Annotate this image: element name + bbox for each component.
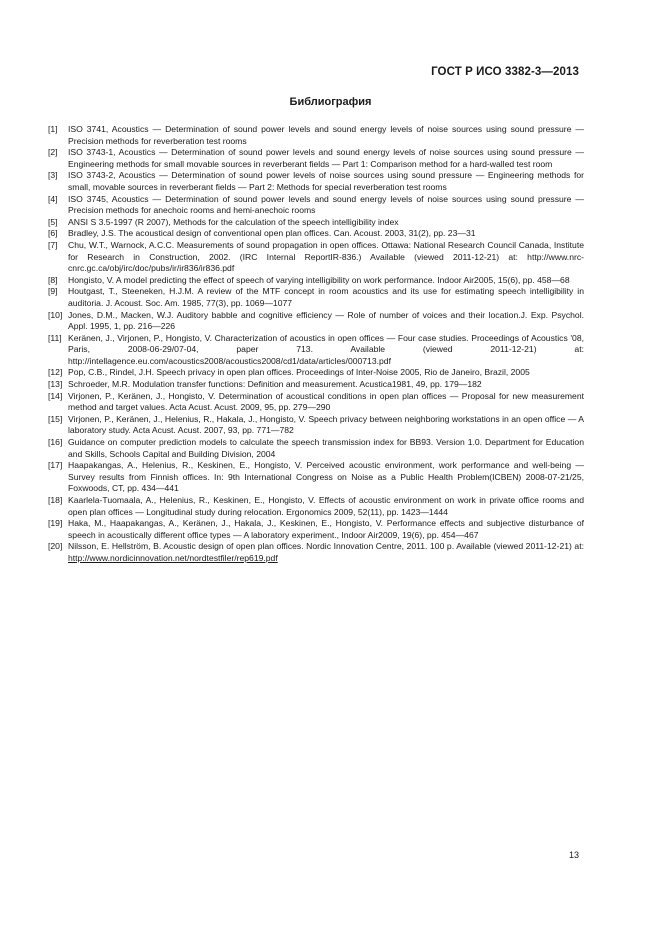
bibliography-title: Библиография: [289, 96, 372, 108]
reference-item: [48, 437, 584, 460]
reference-item: [48, 391, 584, 414]
reference-item: [48, 460, 584, 495]
reference-item: [48, 541, 584, 564]
reference-text: Schroeder, M.R. Modulation transfer functions: Definition and measurement. Acustica1981, 49, pp. 179—182: [68, 379, 482, 390]
reference-item: [48, 194, 584, 217]
reference-text: Bradley, J.S. The acoustical design of conventional open plan offices. Can. Acoust. 2003, 31(2), pp. 23—31: [68, 228, 476, 239]
reference-item: [48, 414, 584, 437]
reference-text: Hongisto, V. A model predicting the effect of speech of varying intelligibility on work performance. Indoor Air2005, 15(6), pp. 458—68: [68, 274, 570, 285]
reference-number: [7]: [48, 239, 58, 250]
reference-number: [9]: [48, 286, 58, 297]
reference-text: Pop, C.B., Rindel, J.H. Speech privacy in open plan offices. Proceedings of Inter-Noise 2005, Rio de Janeiro, Brazil, 2005: [68, 367, 530, 378]
reference-number: [20]: [48, 541, 63, 552]
reference-number: [11]: [48, 332, 62, 343]
page-number: 13: [568, 850, 579, 860]
reference-text: Haka, M., Haapakangas, A., Keränen, J., Hakala, J., Keskinen, E., Hongisto, V. Performance effects and subjective disturbance of speech in acoustically different office types — A laboratory experiment., Indoor Air2009, 19(6), pp. 454—467: [68, 518, 584, 540]
reference-number: [10]: [48, 309, 63, 320]
reference-item: [48, 228, 584, 240]
reference-item: [48, 310, 584, 333]
reference-text: Chu, W.T., Warnock, A.C.C. Measurements of sound propagation in open offices. Ottawa: National Research Council Canada, Institute for Research in Construction, 2002. (IRC Internal ReportIR-836.) Available (viewed 2011-12-21) at: http://www.nrc-cnrc.gc.ca/obj/irc/doc/pubs/ir/ir836/ir836.pdf: [68, 239, 584, 274]
reference-text: Virjonen, P., Keränen, J., Hongisto, V. Determination of acoustical conditions in open plan offices — Proposal for new measurement method and target values. Acta Acust. Acust. 2009, 95, pp. 279—290: [68, 390, 584, 413]
reference-text: Keränen, J., Virjonen, P., Hongisto, V. Characterization of acoustics in open offices — Four case studies. Proceedings of Acoustics '08, Paris, 2008-06-29/07-04, paper 713. Available (viewed 2011-12-21) at: http://intellagence.eu.com/acoustics2008/acoustics2008/cd1/data/articles/000713.pdf: [68, 332, 584, 366]
reference-text: ISO 3741, Acoustics — Determination of sound power levels and sound energy levels of noise sources using sound pressure — Precision methods for reverberation test rooms: [68, 124, 584, 146]
reference-item: [48, 367, 584, 379]
reference-number: [8]: [48, 274, 58, 285]
reference-list: [48, 124, 584, 565]
reference-item: [48, 240, 584, 275]
reference-text: Virjonen, P., Keränen, J., Helenius, R., Hakala, J., Hongisto, V. Speech privacy between neighboring workstations in an open office — A laboratory study. Acta Acust. Acust. 2007, 93, pp. 771—782: [68, 413, 584, 436]
reference-text: Jones, D.M., Macken, W.J. Auditory babble and cognitive efficiency — Role of number of voices and their location.J. Exp. Psychol. Appl. 1995, 1, pp. 216—226: [68, 309, 584, 332]
reference-text-body: Nilsson, E. Hellström, B. Acoustic design of open plan offices. Nordic Innovation Centre, 2011. 100 p. Available (viewed 2011-12-21) at:: [68, 541, 584, 552]
reference-number: [2]: [48, 147, 58, 158]
reference-text: ISO 3743-2, Acoustics — Determination of sound power levels of noise sources using sound pressure — Engineering methods for small, movable sources in reverberant fields — Part 2: Methods for special reverberation test rooms: [68, 170, 584, 192]
reference-number: [17]: [48, 460, 63, 471]
reference-item: [48, 124, 584, 147]
reference-number: [12]: [48, 367, 63, 378]
reference-text: Haapakangas, A., Helenius, R., Keskinen, E., Hongisto, V. Perceived acoustic environment, work performance and well-being — Survey results from Finnish offices. In: 9th International Congress on Noise as a Public Health Problem(ICBEN) 2008-07-21/25, Foxwoods, CT, pp. 434—441: [68, 460, 584, 494]
reference-number: [19]: [48, 518, 63, 529]
document-header: ГОСТ Р ИСО 3382-3—2013: [431, 66, 579, 78]
reference-item: [48, 333, 584, 368]
reference-text: ANSI S 3.5-1997 (R 2007), Methods for the calculation of the speech intelligibility index: [68, 216, 399, 227]
reference-text: Houtgast, T., Steeneken, H.J.M. A review of the MTF concept in room acoustics and its use for estimating speech intelligibility in auditoria. J. Acoust. Soc. Am. 1985, 77(3), pp. 1069—1077: [68, 286, 584, 308]
reference-item: [48, 147, 584, 170]
reference-item: [48, 518, 584, 541]
reference-item: [48, 495, 584, 518]
reference-text: Kaarlela-Tuomaala, A., Helenius, R., Keskinen, E., Hongisto, V. Effects of acoustic environment on work in private office rooms and open plan offices — Longitudinal study during relocation. Ergonomics 2009, 52(11), pp. 1423—1444: [68, 495, 584, 517]
reference-item: [48, 286, 584, 309]
reference-item: [48, 170, 584, 193]
reference-number: [5]: [48, 216, 58, 227]
reference-number: [14]: [48, 390, 63, 401]
reference-number: [16]: [48, 437, 63, 448]
reference-text: ISO 3745, Acoustics — Determination of sound power levels and sound energy levels of noise sources using sound pressure — Precision methods for anechoic rooms and hemi-anechoic rooms: [68, 193, 584, 216]
reference-number: [13]: [48, 379, 63, 390]
reference-number: [18]: [48, 495, 63, 505]
reference-text: [68, 541, 584, 564]
reference-text: Guidance on computer prediction models to calculate the speech transmission index for BB93. Version 1.0. Department for Education and Skills, Schools Capital and Building Division, 2004: [68, 437, 584, 459]
reference-number: [15]: [48, 413, 63, 424]
reference-number: [1]: [48, 124, 58, 134]
reference-item: [48, 217, 584, 229]
reference-text: ISO 3743-1, Acoustics — Determination of sound power levels and sound energy levels of noise sources using sound pressure — Engineering methods for small movable sources in reverberant fields — Part 1: Comparison method for a hard-walled test room: [68, 147, 584, 169]
reference-number: [4]: [48, 193, 58, 204]
reference-number: [3]: [48, 170, 58, 181]
reference-link[interactable]: http://www.nordicinnovation.net/nordtestfiler/rep619.pdf: [68, 552, 278, 563]
reference-item: [48, 275, 584, 287]
reference-number: [6]: [48, 228, 58, 239]
reference-item: [48, 379, 584, 391]
